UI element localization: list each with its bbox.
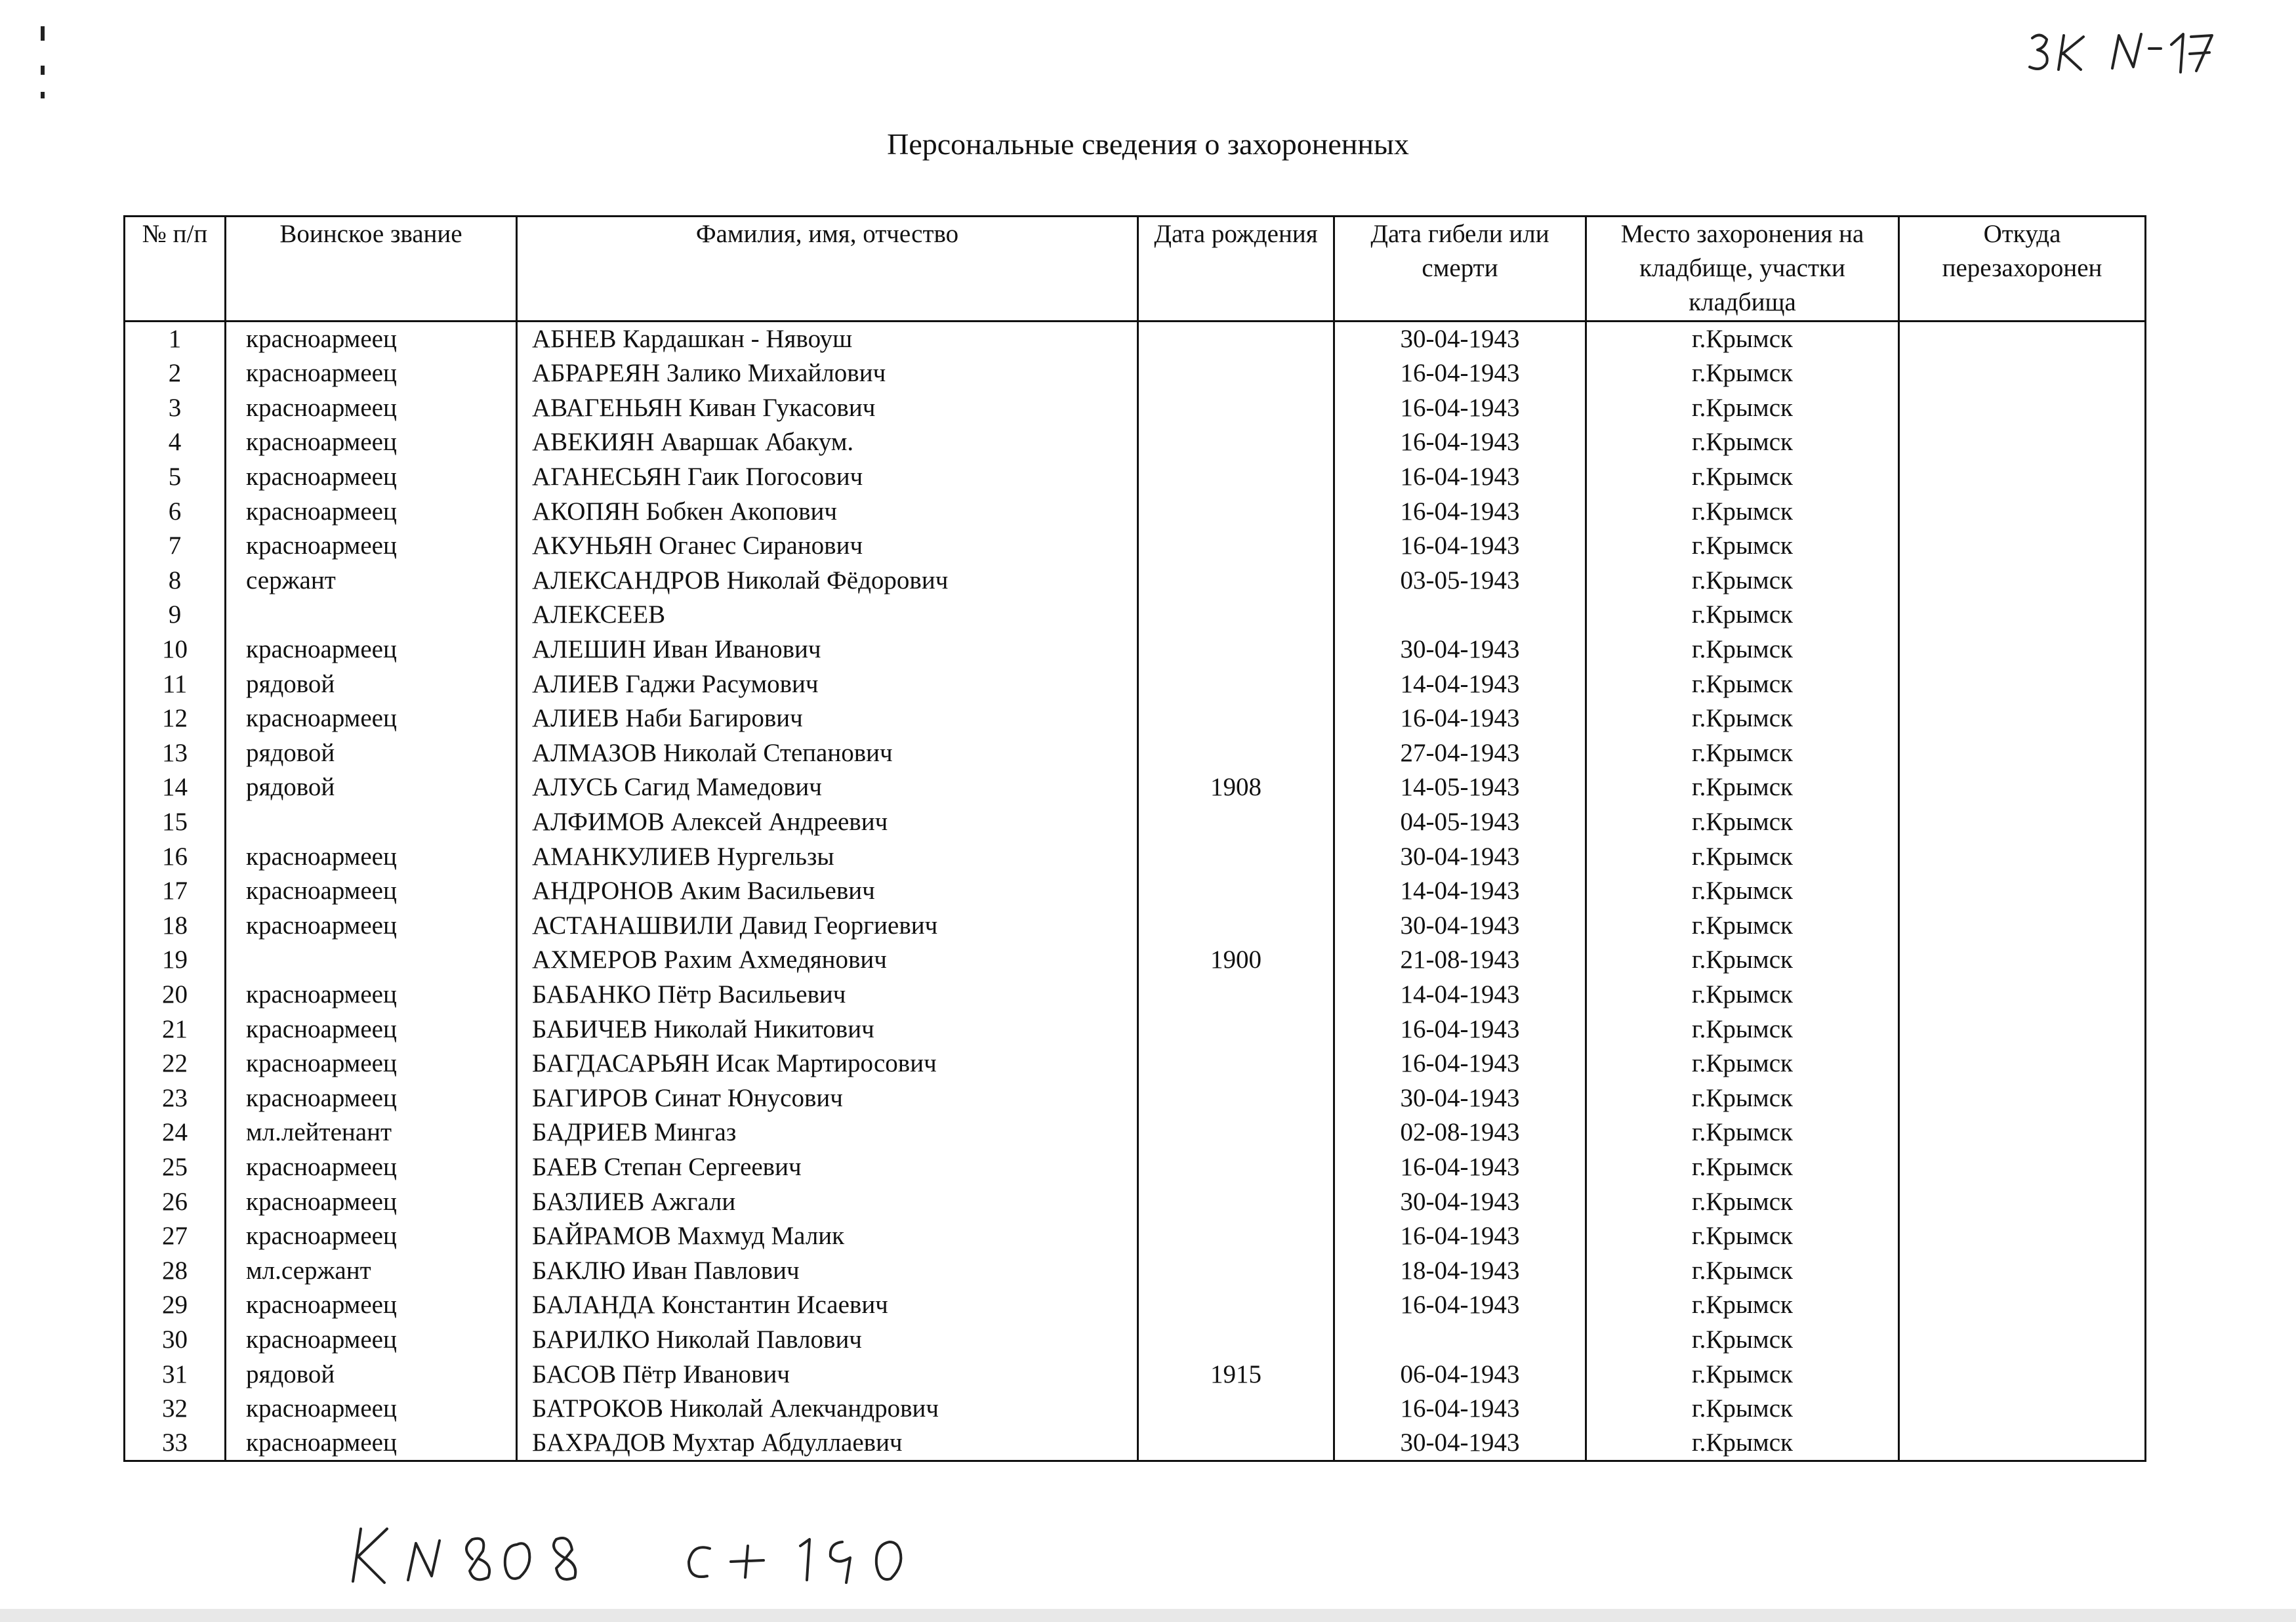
cell-birth-date — [1138, 1047, 1334, 1081]
cell-full-name: БАРИЛКО Николай Павлович — [517, 1323, 1138, 1358]
cell-rank: сержант — [226, 564, 517, 598]
document-title: Персональные сведения о захороненных — [887, 127, 1409, 161]
cell-rank: красноармеец — [226, 1150, 517, 1185]
cell-rank: красноармеец — [226, 633, 517, 667]
handwritten-archive-note — [2020, 26, 2217, 85]
cell-full-name: БАЙРАМОВ Махмуд Малик — [517, 1219, 1138, 1254]
cell-death-date: 16-04-1943 — [1334, 1219, 1586, 1254]
cell-birth-date — [1138, 494, 1334, 529]
cell-burial-place: г.Крымск — [1586, 460, 1899, 495]
cell-burial-place: г.Крымск — [1586, 701, 1899, 736]
cell-number: 15 — [125, 805, 226, 840]
table-row — [125, 805, 2146, 840]
cell-number: 20 — [125, 978, 226, 1012]
cell-burial-place: г.Крымск — [1586, 633, 1899, 667]
cell-number: 19 — [125, 943, 226, 978]
cell-rank: рядовой — [226, 667, 517, 701]
cell-burial-place: г.Крымск — [1586, 978, 1899, 1012]
table-row — [125, 1357, 2146, 1392]
cell-reburied-from — [1899, 1357, 2146, 1392]
cell-number: 6 — [125, 494, 226, 529]
cell-full-name: АКУНЬЯН Оганес Сиранович — [517, 529, 1138, 564]
cell-reburied-from — [1899, 667, 2146, 701]
cell-burial-place: г.Крымск — [1586, 943, 1899, 978]
cell-birth-date: 1908 — [1138, 770, 1334, 805]
cell-rank: рядовой — [226, 736, 517, 771]
table-row — [125, 1426, 2146, 1461]
cell-number: 17 — [125, 874, 226, 909]
cell-rank: рядовой — [226, 770, 517, 805]
cell-birth-date — [1138, 1392, 1334, 1426]
cell-full-name: БАГДАСАРЬЯН Исак Мартиросович — [517, 1047, 1138, 1081]
cell-full-name: АЛУСЬ Сагид Мамедович — [517, 770, 1138, 805]
cell-birth-date — [1138, 564, 1334, 598]
cell-birth-date — [1138, 529, 1334, 564]
cell-reburied-from — [1899, 1150, 2146, 1185]
cell-burial-place: г.Крымск — [1586, 1323, 1899, 1358]
cell-death-date: 14-04-1943 — [1334, 874, 1586, 909]
cell-number: 25 — [125, 1150, 226, 1185]
cell-reburied-from — [1899, 1115, 2146, 1150]
cell-reburied-from — [1899, 633, 2146, 667]
cell-full-name: АНДРОНОВ Аким Васильевич — [517, 874, 1138, 909]
col-header-reburied-from: Откуда перезахоронен — [1899, 217, 2146, 322]
cell-death-date: 16-04-1943 — [1334, 356, 1586, 391]
cell-reburied-from — [1899, 701, 2146, 736]
cell-birth-date: 1915 — [1138, 1357, 1334, 1392]
cell-death-date: 16-04-1943 — [1334, 1288, 1586, 1323]
scan-bottom-edge — [0, 1609, 2296, 1622]
table-row — [125, 978, 2146, 1012]
cell-burial-place: г.Крымск — [1586, 667, 1899, 701]
cell-burial-place: г.Крымск — [1586, 425, 1899, 460]
cell-rank: мл.сержант — [226, 1253, 517, 1288]
cell-burial-place: г.Крымск — [1586, 1426, 1899, 1461]
cell-full-name: БАЛАНДА Константин Исаевич — [517, 1288, 1138, 1323]
table-row — [125, 1288, 2146, 1323]
cell-death-date: 30-04-1943 — [1334, 909, 1586, 944]
cell-full-name: АЛЕКСАНДРОВ Николай Фёдорович — [517, 564, 1138, 598]
cell-burial-place: г.Крымск — [1586, 736, 1899, 771]
cell-reburied-from — [1899, 322, 2146, 357]
cell-number: 1 — [125, 322, 226, 357]
cell-full-name: БАТРОКОВ Николай Алекчандрович — [517, 1392, 1138, 1426]
cell-number: 14 — [125, 770, 226, 805]
cell-reburied-from — [1899, 425, 2146, 460]
cell-death-date: 16-04-1943 — [1334, 494, 1586, 529]
cell-reburied-from — [1899, 1184, 2146, 1219]
cell-birth-date — [1138, 839, 1334, 874]
cell-rank: красноармеец — [226, 1047, 517, 1081]
cell-full-name: БАЕВ Степан Сергеевич — [517, 1150, 1138, 1185]
cell-death-date: 30-04-1943 — [1334, 1081, 1586, 1115]
cell-birth-date — [1138, 1253, 1334, 1288]
cell-number: 9 — [125, 598, 226, 633]
cell-number: 30 — [125, 1323, 226, 1358]
cell-burial-place: г.Крымск — [1586, 1012, 1899, 1047]
cell-burial-place: г.Крымск — [1586, 1219, 1899, 1254]
cell-number: 18 — [125, 909, 226, 944]
cell-birth-date — [1138, 1012, 1334, 1047]
cell-rank: красноармеец — [226, 1426, 517, 1461]
cell-death-date: 16-04-1943 — [1334, 425, 1586, 460]
cell-death-date: 16-04-1943 — [1334, 391, 1586, 426]
cell-burial-place: г.Крымск — [1586, 322, 1899, 357]
cell-burial-place: г.Крымск — [1586, 1115, 1899, 1150]
cell-number: 4 — [125, 425, 226, 460]
cell-birth-date: 1900 — [1138, 943, 1334, 978]
table-row — [125, 1323, 2146, 1358]
cell-rank: красноармеец — [226, 839, 517, 874]
cell-number: 22 — [125, 1047, 226, 1081]
cell-reburied-from — [1899, 1081, 2146, 1115]
cell-full-name: БАГИРОВ Синат Юнусович — [517, 1081, 1138, 1115]
cell-number: 12 — [125, 701, 226, 736]
cell-death-date: 16-04-1943 — [1334, 1150, 1586, 1185]
cell-full-name: АЛФИМОВ Алексей Андреевич — [517, 805, 1138, 840]
table-row — [125, 598, 2146, 633]
cell-rank: красноармеец — [226, 978, 517, 1012]
cell-full-name: БАБАНКО Пётр Васильевич — [517, 978, 1138, 1012]
table-row — [125, 633, 2146, 667]
cell-reburied-from — [1899, 1012, 2146, 1047]
cell-rank: красноармеец — [226, 1392, 517, 1426]
cell-number: 23 — [125, 1081, 226, 1115]
cell-death-date — [1334, 1323, 1586, 1358]
cell-reburied-from — [1899, 564, 2146, 598]
cell-burial-place: г.Крымск — [1586, 874, 1899, 909]
cell-burial-place: г.Крымск — [1586, 1253, 1899, 1288]
cell-rank: красноармеец — [226, 425, 517, 460]
table-row — [125, 529, 2146, 564]
cell-rank: красноармеец — [226, 1323, 517, 1358]
cell-rank: рядовой — [226, 1357, 517, 1392]
cell-burial-place: г.Крымск — [1586, 1392, 1899, 1426]
cell-birth-date — [1138, 1150, 1334, 1185]
cell-rank: красноармеец — [226, 874, 517, 909]
cell-reburied-from — [1899, 1253, 2146, 1288]
cell-full-name: БАБИЧЕВ Николай Никитович — [517, 1012, 1138, 1047]
cell-full-name: АЛМАЗОВ Николай Степанович — [517, 736, 1138, 771]
cell-number: 21 — [125, 1012, 226, 1047]
cell-death-date: 16-04-1943 — [1334, 1012, 1586, 1047]
cell-death-date: 03-05-1943 — [1334, 564, 1586, 598]
cell-full-name: АЛИЕВ Наби Багирович — [517, 701, 1138, 736]
cell-full-name: АМАНКУЛИЕВ Нургельзы — [517, 839, 1138, 874]
cell-death-date: 06-04-1943 — [1334, 1357, 1586, 1392]
col-header-birth: Дата рождения — [1138, 217, 1334, 322]
table-row — [125, 943, 2146, 978]
cell-birth-date — [1138, 701, 1334, 736]
cell-death-date: 14-04-1943 — [1334, 667, 1586, 701]
cell-rank: красноармеец — [226, 1288, 517, 1323]
cell-burial-place: г.Крымск — [1586, 1150, 1899, 1185]
cell-full-name: АЛЕКСЕЕВ — [517, 598, 1138, 633]
cell-full-name: АВАГЕНЬЯН Киван Гукасович — [517, 391, 1138, 426]
cell-number: 26 — [125, 1184, 226, 1219]
cell-number: 16 — [125, 839, 226, 874]
cell-burial-place: г.Крымск — [1586, 839, 1899, 874]
cell-rank: красноармеец — [226, 909, 517, 944]
cell-reburied-from — [1899, 874, 2146, 909]
cell-number: 11 — [125, 667, 226, 701]
cell-birth-date — [1138, 909, 1334, 944]
cell-burial-place: г.Крымск — [1586, 564, 1899, 598]
table-row — [125, 1081, 2146, 1115]
cell-burial-place: г.Крымск — [1586, 1288, 1899, 1323]
cell-birth-date — [1138, 460, 1334, 495]
cell-rank: красноармеец — [226, 460, 517, 495]
cell-death-date: 16-04-1943 — [1334, 529, 1586, 564]
cell-rank — [226, 943, 517, 978]
cell-number: 3 — [125, 391, 226, 426]
cell-death-date: 30-04-1943 — [1334, 1184, 1586, 1219]
cell-number: 33 — [125, 1426, 226, 1461]
cell-birth-date — [1138, 1115, 1334, 1150]
table-row — [125, 1184, 2146, 1219]
table-row — [125, 1047, 2146, 1081]
cell-rank: красноармеец — [226, 529, 517, 564]
cell-rank: мл.лейтенант — [226, 1115, 517, 1150]
cell-death-date: 16-04-1943 — [1334, 460, 1586, 495]
cell-reburied-from — [1899, 1047, 2146, 1081]
col-header-burial-place: Место захоронения на кладбище, участки кладбища — [1586, 217, 1899, 322]
cell-number: 5 — [125, 460, 226, 495]
cell-death-date: 30-04-1943 — [1334, 839, 1586, 874]
cell-death-date: 16-04-1943 — [1334, 1047, 1586, 1081]
table-row — [125, 1150, 2146, 1185]
cell-birth-date — [1138, 425, 1334, 460]
cell-reburied-from — [1899, 805, 2146, 840]
cell-full-name: БАДРИЕВ Мингаз — [517, 1115, 1138, 1150]
cell-number: 27 — [125, 1219, 226, 1254]
handwritten-file-note — [348, 1503, 925, 1594]
cell-burial-place: г.Крымск — [1586, 356, 1899, 391]
cell-death-date: 04-05-1943 — [1334, 805, 1586, 840]
cell-rank: красноармеец — [226, 1012, 517, 1047]
cell-full-name: АЛЕШИН Иван Иванович — [517, 633, 1138, 667]
cell-reburied-from — [1899, 460, 2146, 495]
cell-reburied-from — [1899, 1426, 2146, 1461]
cell-birth-date — [1138, 633, 1334, 667]
cell-full-name: АХМЕРОВ Рахим Ахмедянович — [517, 943, 1138, 978]
cell-birth-date — [1138, 667, 1334, 701]
cell-death-date: 14-05-1943 — [1334, 770, 1586, 805]
cell-burial-place: г.Крымск — [1586, 1047, 1899, 1081]
cell-reburied-from — [1899, 1219, 2146, 1254]
cell-reburied-from — [1899, 770, 2146, 805]
cell-reburied-from — [1899, 598, 2146, 633]
table-row — [125, 701, 2146, 736]
cell-birth-date — [1138, 1219, 1334, 1254]
cell-burial-place: г.Крымск — [1586, 391, 1899, 426]
cell-birth-date — [1138, 1323, 1334, 1358]
table-row — [125, 1012, 2146, 1047]
cell-death-date: 18-04-1943 — [1334, 1253, 1586, 1288]
cell-reburied-from — [1899, 356, 2146, 391]
cell-full-name: БАСОВ Пётр Иванович — [517, 1357, 1138, 1392]
burial-records-table — [123, 215, 2146, 1462]
cell-burial-place: г.Крымск — [1586, 1357, 1899, 1392]
cell-birth-date — [1138, 1288, 1334, 1323]
cell-rank: красноармеец — [226, 356, 517, 391]
table-row — [125, 909, 2146, 944]
table-row — [125, 460, 2146, 495]
cell-reburied-from — [1899, 529, 2146, 564]
cell-full-name: АБНЕВ Кардашкан - Нявоуш — [517, 322, 1138, 357]
cell-death-date: 30-04-1943 — [1334, 322, 1586, 357]
cell-rank: красноармеец — [226, 1081, 517, 1115]
cell-birth-date — [1138, 598, 1334, 633]
cell-death-date: 02-08-1943 — [1334, 1115, 1586, 1150]
cell-burial-place: г.Крымск — [1586, 805, 1899, 840]
col-header-death: Дата гибели или смерти — [1334, 217, 1586, 322]
cell-rank — [226, 598, 517, 633]
table-row — [125, 874, 2146, 909]
cell-full-name: АКОПЯН Бобкен Акопович — [517, 494, 1138, 529]
cell-rank: красноармеец — [226, 1184, 517, 1219]
cell-reburied-from — [1899, 909, 2146, 944]
cell-reburied-from — [1899, 1323, 2146, 1358]
col-header-name: Фамилия, имя, отчество — [517, 217, 1138, 322]
cell-death-date: 16-04-1943 — [1334, 701, 1586, 736]
cell-full-name: АЛИЕВ Гаджи Расумович — [517, 667, 1138, 701]
cell-full-name: АБРАРЕЯН Залико Михайлович — [517, 356, 1138, 391]
cell-death-date — [1334, 598, 1586, 633]
cell-birth-date — [1138, 736, 1334, 771]
cell-birth-date — [1138, 805, 1334, 840]
cell-full-name: БАЗЛИЕВ Ажгали — [517, 1184, 1138, 1219]
table-header-row — [125, 217, 2146, 322]
cell-reburied-from — [1899, 391, 2146, 426]
table-row — [125, 494, 2146, 529]
scan-edge-marks — [41, 26, 46, 105]
table-row — [125, 356, 2146, 391]
cell-death-date: 21-08-1943 — [1334, 943, 1586, 978]
cell-birth-date — [1138, 322, 1334, 357]
col-header-number: № п/п — [125, 217, 226, 322]
table-row — [125, 322, 2146, 357]
cell-death-date: 30-04-1943 — [1334, 1426, 1586, 1461]
table-row — [125, 564, 2146, 598]
cell-full-name: АВЕКИЯН Аваршак Абакум. — [517, 425, 1138, 460]
cell-reburied-from — [1899, 1392, 2146, 1426]
col-header-rank: Воинское звание — [226, 217, 517, 322]
table-row — [125, 736, 2146, 771]
cell-birth-date — [1138, 391, 1334, 426]
cell-burial-place: г.Крымск — [1586, 1081, 1899, 1115]
cell-burial-place: г.Крымск — [1586, 1184, 1899, 1219]
cell-death-date: 30-04-1943 — [1334, 633, 1586, 667]
cell-number: 29 — [125, 1288, 226, 1323]
cell-number: 31 — [125, 1357, 226, 1392]
cell-reburied-from — [1899, 839, 2146, 874]
cell-number: 13 — [125, 736, 226, 771]
cell-birth-date — [1138, 1081, 1334, 1115]
cell-rank — [226, 805, 517, 840]
cell-burial-place: г.Крымск — [1586, 598, 1899, 633]
cell-birth-date — [1138, 1184, 1334, 1219]
cell-birth-date — [1138, 978, 1334, 1012]
cell-birth-date — [1138, 356, 1334, 391]
cell-burial-place: г.Крымск — [1586, 909, 1899, 944]
cell-birth-date — [1138, 874, 1334, 909]
table-row — [125, 667, 2146, 701]
cell-rank: красноармеец — [226, 494, 517, 529]
table-row — [125, 839, 2146, 874]
cell-reburied-from — [1899, 978, 2146, 1012]
table-row — [125, 1253, 2146, 1288]
cell-rank: красноармеец — [226, 701, 517, 736]
cell-number: 8 — [125, 564, 226, 598]
cell-full-name: АГАНЕСЬЯН Гаик Погосович — [517, 460, 1138, 495]
cell-reburied-from — [1899, 943, 2146, 978]
table-row — [125, 391, 2146, 426]
cell-full-name: АСТАНАШВИЛИ Давид Георгиевич — [517, 909, 1138, 944]
table-row — [125, 770, 2146, 805]
cell-burial-place: г.Крымск — [1586, 770, 1899, 805]
cell-death-date: 14-04-1943 — [1334, 978, 1586, 1012]
cell-rank: красноармеец — [226, 1219, 517, 1254]
cell-death-date: 16-04-1943 — [1334, 1392, 1586, 1426]
cell-death-date: 27-04-1943 — [1334, 736, 1586, 771]
cell-number: 28 — [125, 1253, 226, 1288]
cell-full-name: БАХРАДОВ Мухтар Абдуллаевич — [517, 1426, 1138, 1461]
cell-number: 24 — [125, 1115, 226, 1150]
cell-burial-place: г.Крымск — [1586, 529, 1899, 564]
cell-birth-date — [1138, 1426, 1334, 1461]
cell-reburied-from — [1899, 1288, 2146, 1323]
cell-number: 10 — [125, 633, 226, 667]
cell-rank: красноармеец — [226, 391, 517, 426]
table-row — [125, 425, 2146, 460]
cell-reburied-from — [1899, 736, 2146, 771]
table-row — [125, 1392, 2146, 1426]
cell-number: 2 — [125, 356, 226, 391]
table-row — [125, 1219, 2146, 1254]
cell-reburied-from — [1899, 494, 2146, 529]
cell-number: 32 — [125, 1392, 226, 1426]
table-row — [125, 1115, 2146, 1150]
cell-full-name: БАКЛЮ Иван Павлович — [517, 1253, 1138, 1288]
cell-rank: красноармеец — [226, 322, 517, 357]
cell-number: 7 — [125, 529, 226, 564]
cell-burial-place: г.Крымск — [1586, 494, 1899, 529]
